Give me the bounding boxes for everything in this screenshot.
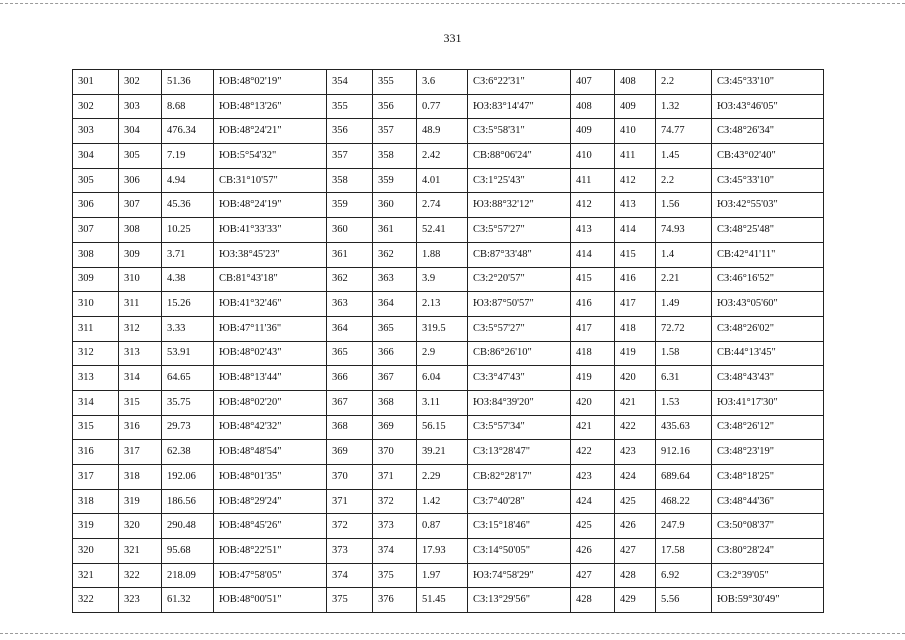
from-point-cell: 426 [571,539,615,564]
distance-cell: 29.73 [162,415,214,440]
to-point-cell: 413 [615,193,656,218]
to-point-cell: 419 [615,341,656,366]
from-point-cell: 361 [327,242,373,267]
table-row [73,415,824,440]
from-point-cell: 316 [73,440,119,465]
to-point-cell: 308 [119,218,162,243]
bearing-cell: СЗ:2°20'57" [468,267,571,292]
bearing-cell: СЗ:7°40'28" [468,489,571,514]
from-point-cell: 427 [571,563,615,588]
bearing-cell: СЗ:5°58'31" [468,119,571,144]
to-point-cell: 302 [119,70,162,95]
from-point-cell: 425 [571,514,615,539]
table-container [72,69,823,613]
bearing-cell: ЮВ:48°02'43" [214,341,327,366]
distance-cell: 0.87 [417,514,468,539]
to-point-cell: 374 [373,539,417,564]
bearing-cell: СЗ:2°39'05" [712,563,824,588]
bearing-cell: ЮВ:48°00'51" [214,588,327,613]
to-point-cell: 372 [373,489,417,514]
distance-cell: 247.9 [656,514,712,539]
from-point-cell: 412 [571,193,615,218]
distance-cell: 689.64 [656,465,712,490]
table-row [73,316,824,341]
bearing-cell: ЮВ:48°48'54" [214,440,327,465]
from-point-cell: 418 [571,341,615,366]
to-point-cell: 424 [615,465,656,490]
table-body [73,70,824,613]
to-point-cell: 315 [119,390,162,415]
from-point-cell: 310 [73,292,119,317]
to-point-cell: 428 [615,563,656,588]
bearing-cell: ЮЗ:84°39'20" [468,390,571,415]
bearing-cell: СВ:42°41'11" [712,242,824,267]
from-point-cell: 364 [327,316,373,341]
distance-cell: 4.38 [162,267,214,292]
to-point-cell: 429 [615,588,656,613]
bearing-cell: СЗ:5°57'27" [468,218,571,243]
from-point-cell: 319 [73,514,119,539]
bearing-cell: ЮВ:48°24'21" [214,119,327,144]
to-point-cell: 305 [119,144,162,169]
to-point-cell: 410 [615,119,656,144]
distance-cell: 3.71 [162,242,214,267]
distance-cell: 3.6 [417,70,468,95]
bearing-cell: ЮЗ:42°55'03" [712,193,824,218]
from-point-cell: 302 [73,94,119,119]
bearing-cell: СЗ:48°25'48" [712,218,824,243]
table-row [73,119,824,144]
from-point-cell: 359 [327,193,373,218]
bearing-cell: СЗ:48°43'43" [712,366,824,391]
bearing-cell: ЮВ:48°02'20" [214,390,327,415]
table-row [73,489,824,514]
bearing-cell: ЮВ:59°30'49" [712,588,824,613]
from-point-cell: 372 [327,514,373,539]
bearing-cell: ЮВ:48°24'19" [214,193,327,218]
distance-cell: 2.2 [656,70,712,95]
bearing-cell: СЗ:50°08'37" [712,514,824,539]
distance-cell: 290.48 [162,514,214,539]
to-point-cell: 414 [615,218,656,243]
to-point-cell: 317 [119,440,162,465]
to-point-cell: 418 [615,316,656,341]
distance-cell: 1.45 [656,144,712,169]
distance-cell: 10.25 [162,218,214,243]
from-point-cell: 413 [571,218,615,243]
from-point-cell: 362 [327,267,373,292]
from-point-cell: 309 [73,267,119,292]
distance-cell: 6.92 [656,563,712,588]
table-row [73,366,824,391]
to-point-cell: 368 [373,390,417,415]
from-point-cell: 424 [571,489,615,514]
distance-cell: 1.4 [656,242,712,267]
from-point-cell: 416 [571,292,615,317]
bearing-cell: СЗ:5°57'27" [468,316,571,341]
bearing-cell: СЗ:45°33'10" [712,70,824,95]
distance-cell: 35.75 [162,390,214,415]
from-point-cell: 355 [327,94,373,119]
distance-cell: 1.58 [656,341,712,366]
distance-cell: 319.5 [417,316,468,341]
from-point-cell: 375 [327,588,373,613]
table-row [73,440,824,465]
distance-cell: 1.32 [656,94,712,119]
from-point-cell: 363 [327,292,373,317]
to-point-cell: 357 [373,119,417,144]
bearing-cell: СЗ:13°28'47" [468,440,571,465]
bearing-cell: ЮЗ:87°50'57" [468,292,571,317]
bearing-cell: СВ:86°26'10" [468,341,571,366]
distance-cell: 1.49 [656,292,712,317]
bearing-cell: СЗ:14°50'05" [468,539,571,564]
bearing-cell: ЮЗ:74°58'29" [468,563,571,588]
distance-cell: 51.45 [417,588,468,613]
bearing-cell: ЮВ:48°22'51" [214,539,327,564]
from-point-cell: 360 [327,218,373,243]
bearing-cell: ЮВ:41°32'46" [214,292,327,317]
distance-cell: 186.56 [162,489,214,514]
to-point-cell: 312 [119,316,162,341]
from-point-cell: 315 [73,415,119,440]
bearing-cell: СЗ:15°18'46" [468,514,571,539]
from-point-cell: 367 [327,390,373,415]
from-point-cell: 311 [73,316,119,341]
distance-cell: 2.2 [656,168,712,193]
bearing-cell: СВ:43°02'40" [712,144,824,169]
from-point-cell: 411 [571,168,615,193]
bearing-cell: СВ:31°10'57" [214,168,327,193]
table-row [73,563,824,588]
bearing-cell: ЮЗ:83°14'47" [468,94,571,119]
bearing-cell: СЗ:1°25'43" [468,168,571,193]
to-point-cell: 425 [615,489,656,514]
bearing-cell: ЮЗ:88°32'12" [468,193,571,218]
from-point-cell: 373 [327,539,373,564]
from-point-cell: 306 [73,193,119,218]
table-row [73,390,824,415]
from-point-cell: 313 [73,366,119,391]
from-point-cell: 417 [571,316,615,341]
bearing-cell: ЮЗ:43°05'60" [712,292,824,317]
bearing-cell: ЮВ:48°13'26" [214,94,327,119]
from-point-cell: 428 [571,588,615,613]
bearing-cell: СЗ:48°26'34" [712,119,824,144]
to-point-cell: 409 [615,94,656,119]
to-point-cell: 415 [615,242,656,267]
to-point-cell: 362 [373,242,417,267]
distance-cell: 476.34 [162,119,214,144]
to-point-cell: 422 [615,415,656,440]
to-point-cell: 310 [119,267,162,292]
to-point-cell: 309 [119,242,162,267]
bearing-cell: ЮВ:48°13'44" [214,366,327,391]
distance-cell: 53.91 [162,341,214,366]
to-point-cell: 303 [119,94,162,119]
to-point-cell: 360 [373,193,417,218]
distance-cell: 2.74 [417,193,468,218]
table-row [73,539,824,564]
distance-cell: 192.06 [162,465,214,490]
distance-cell: 62.38 [162,440,214,465]
from-point-cell: 374 [327,563,373,588]
distance-cell: 3.9 [417,267,468,292]
distance-cell: 72.72 [656,316,712,341]
from-point-cell: 419 [571,366,615,391]
from-point-cell: 301 [73,70,119,95]
from-point-cell: 356 [327,119,373,144]
distance-cell: 48.9 [417,119,468,144]
from-point-cell: 423 [571,465,615,490]
from-point-cell: 365 [327,341,373,366]
distance-cell: 64.65 [162,366,214,391]
to-point-cell: 416 [615,267,656,292]
distance-cell: 8.68 [162,94,214,119]
distance-cell: 2.13 [417,292,468,317]
from-point-cell: 369 [327,440,373,465]
to-point-cell: 411 [615,144,656,169]
to-point-cell: 375 [373,563,417,588]
bearing-cell: СЗ:13°29'56" [468,588,571,613]
to-point-cell: 365 [373,316,417,341]
table-row [73,218,824,243]
bearing-cell: ЮВ:48°45'26" [214,514,327,539]
to-point-cell: 321 [119,539,162,564]
bearing-cell: СЗ:46°16'52" [712,267,824,292]
distance-cell: 2.9 [417,341,468,366]
table-row [73,588,824,613]
distance-cell: 17.58 [656,539,712,564]
from-point-cell: 320 [73,539,119,564]
distance-cell: 5.56 [656,588,712,613]
from-point-cell: 303 [73,119,119,144]
distance-cell: 95.68 [162,539,214,564]
from-point-cell: 415 [571,267,615,292]
from-point-cell: 357 [327,144,373,169]
to-point-cell: 361 [373,218,417,243]
bearing-cell: СЗ:48°26'02" [712,316,824,341]
to-point-cell: 358 [373,144,417,169]
from-point-cell: 368 [327,415,373,440]
distance-cell: 1.97 [417,563,468,588]
to-point-cell: 417 [615,292,656,317]
from-point-cell: 312 [73,341,119,366]
bearing-cell: ЮВ:48°02'19" [214,70,327,95]
survey-table [72,69,824,613]
bearing-cell: СВ:88°06'24" [468,144,571,169]
bearing-cell: ЮЗ:41°17'30" [712,390,824,415]
from-point-cell: 366 [327,366,373,391]
bearing-cell: СЗ:45°33'10" [712,168,824,193]
to-point-cell: 370 [373,440,417,465]
to-point-cell: 367 [373,366,417,391]
to-point-cell: 369 [373,415,417,440]
to-point-cell: 371 [373,465,417,490]
from-point-cell: 422 [571,440,615,465]
distance-cell: 0.77 [417,94,468,119]
from-point-cell: 321 [73,563,119,588]
bearing-cell: СЗ:5°57'34" [468,415,571,440]
from-point-cell: 304 [73,144,119,169]
table-row [73,193,824,218]
table-row [73,465,824,490]
from-point-cell: 322 [73,588,119,613]
from-point-cell: 414 [571,242,615,267]
distance-cell: 17.93 [417,539,468,564]
to-point-cell: 320 [119,514,162,539]
from-point-cell: 407 [571,70,615,95]
from-point-cell: 318 [73,489,119,514]
from-point-cell: 314 [73,390,119,415]
to-point-cell: 421 [615,390,656,415]
table-row [73,144,824,169]
scan-edge-top [0,3,905,4]
distance-cell: 1.56 [656,193,712,218]
distance-cell: 6.31 [656,366,712,391]
from-point-cell: 371 [327,489,373,514]
to-point-cell: 316 [119,415,162,440]
to-point-cell: 426 [615,514,656,539]
scan-edge-bottom [0,633,905,634]
bearing-cell: СЗ:6°22'31" [468,70,571,95]
to-point-cell: 376 [373,588,417,613]
distance-cell: 1.53 [656,390,712,415]
bearing-cell: ЮВ:47°11'36" [214,316,327,341]
to-point-cell: 319 [119,489,162,514]
bearing-cell: СЗ:48°26'12" [712,415,824,440]
bearing-cell: СЗ:48°18'25" [712,465,824,490]
bearing-cell: ЮВ:48°29'24" [214,489,327,514]
to-point-cell: 304 [119,119,162,144]
to-point-cell: 412 [615,168,656,193]
distance-cell: 7.19 [162,144,214,169]
from-point-cell: 354 [327,70,373,95]
to-point-cell: 359 [373,168,417,193]
distance-cell: 2.29 [417,465,468,490]
to-point-cell: 322 [119,563,162,588]
bearing-cell: СЗ:48°44'36" [712,489,824,514]
to-point-cell: 363 [373,267,417,292]
bearing-cell: СВ:82°28'17" [468,465,571,490]
from-point-cell: 409 [571,119,615,144]
distance-cell: 218.09 [162,563,214,588]
to-point-cell: 408 [615,70,656,95]
distance-cell: 435.63 [656,415,712,440]
distance-cell: 56.15 [417,415,468,440]
to-point-cell: 307 [119,193,162,218]
bearing-cell: СВ:87°33'48" [468,242,571,267]
distance-cell: 1.42 [417,489,468,514]
to-point-cell: 423 [615,440,656,465]
table-row [73,292,824,317]
bearing-cell: ЮЗ:38°45'23" [214,242,327,267]
table-row [73,168,824,193]
distance-cell: 1.88 [417,242,468,267]
to-point-cell: 323 [119,588,162,613]
to-point-cell: 313 [119,341,162,366]
distance-cell: 2.42 [417,144,468,169]
bearing-cell: ЮВ:48°42'32" [214,415,327,440]
distance-cell: 4.94 [162,168,214,193]
to-point-cell: 364 [373,292,417,317]
bearing-cell: ЮВ:47°58'05" [214,563,327,588]
from-point-cell: 421 [571,415,615,440]
to-point-cell: 366 [373,341,417,366]
from-point-cell: 305 [73,168,119,193]
from-point-cell: 370 [327,465,373,490]
to-point-cell: 314 [119,366,162,391]
to-point-cell: 306 [119,168,162,193]
table-row [73,94,824,119]
bearing-cell: СВ:44°13'45" [712,341,824,366]
bearing-cell: СЗ:3°47'43" [468,366,571,391]
bearing-cell: ЮВ:5°54'32" [214,144,327,169]
distance-cell: 3.33 [162,316,214,341]
from-point-cell: 410 [571,144,615,169]
to-point-cell: 356 [373,94,417,119]
from-point-cell: 420 [571,390,615,415]
to-point-cell: 420 [615,366,656,391]
distance-cell: 468.22 [656,489,712,514]
from-point-cell: 408 [571,94,615,119]
table-row [73,514,824,539]
distance-cell: 912.16 [656,440,712,465]
distance-cell: 74.77 [656,119,712,144]
table-row [73,267,824,292]
bearing-cell: ЮВ:48°01'35" [214,465,327,490]
bearing-cell: СЗ:48°23'19" [712,440,824,465]
from-point-cell: 307 [73,218,119,243]
from-point-cell: 308 [73,242,119,267]
bearing-cell: ЮВ:41°33'33" [214,218,327,243]
to-point-cell: 318 [119,465,162,490]
distance-cell: 6.04 [417,366,468,391]
distance-cell: 2.21 [656,267,712,292]
table-row [73,341,824,366]
distance-cell: 4.01 [417,168,468,193]
distance-cell: 45.36 [162,193,214,218]
distance-cell: 3.11 [417,390,468,415]
from-point-cell: 358 [327,168,373,193]
to-point-cell: 427 [615,539,656,564]
distance-cell: 15.26 [162,292,214,317]
table-row [73,242,824,267]
bearing-cell: СВ:81°43'18" [214,267,327,292]
page-number: 331 [443,31,462,45]
table-row [73,70,824,95]
distance-cell: 74.93 [656,218,712,243]
distance-cell: 61.32 [162,588,214,613]
distance-cell: 52.41 [417,218,468,243]
distance-cell: 39.21 [417,440,468,465]
bearing-cell: СЗ:80°28'24" [712,539,824,564]
to-point-cell: 373 [373,514,417,539]
bearing-cell: ЮЗ:43°46'05" [712,94,824,119]
to-point-cell: 311 [119,292,162,317]
to-point-cell: 355 [373,70,417,95]
from-point-cell: 317 [73,465,119,490]
distance-cell: 51.36 [162,70,214,95]
